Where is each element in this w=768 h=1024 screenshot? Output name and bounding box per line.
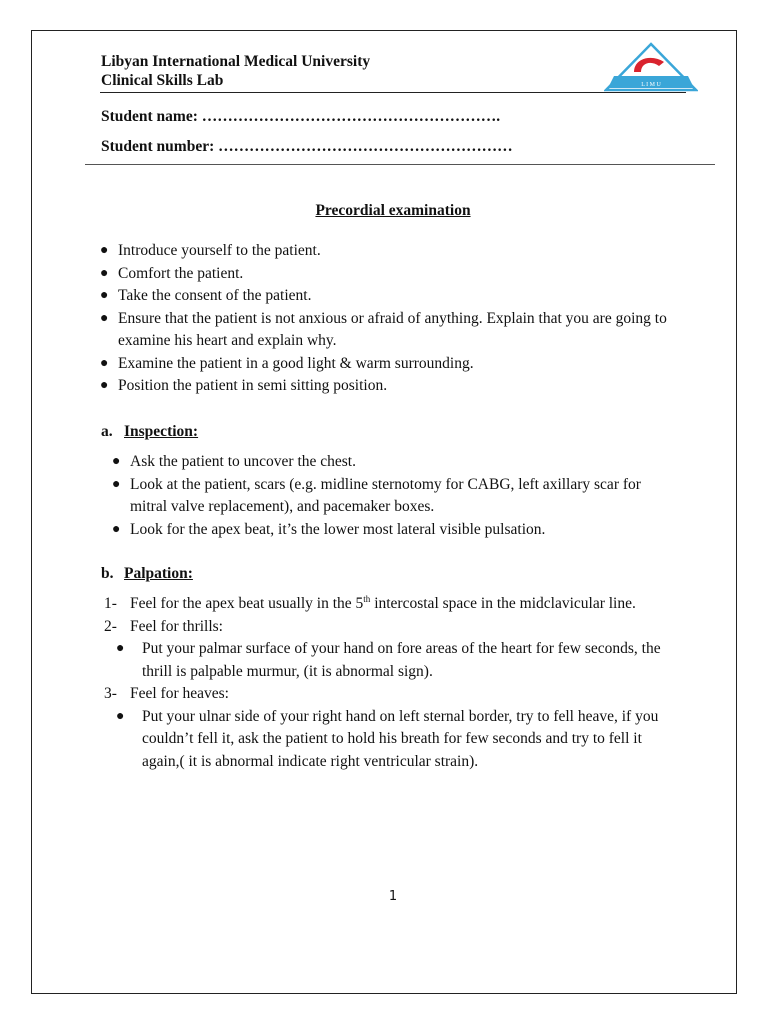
- list-item: ● Take the consent of the patient.: [118, 285, 678, 308]
- list-item: ● Look at the patient, scars (e.g. midline sternotomy for CABG, left axillary scar for mitral valve replacement), and pacemaker boxes.: [112, 475, 641, 515]
- bullet-icon: ●: [100, 288, 109, 303]
- bullet-icon: ●: [116, 708, 125, 724]
- palpation-steps: [104, 593, 704, 773]
- page-number: 1: [388, 889, 398, 904]
- university-name: Libyan International Medical University: [101, 53, 371, 70]
- bullet-icon: ●: [100, 310, 109, 326]
- header-rule: [100, 92, 686, 93]
- list-item: ● Ensure that the patient is not anxious or afraid of anything. Explain that you are going to examine his heart and explain why.: [100, 309, 667, 349]
- divider: [85, 164, 715, 165]
- bullet-icon: ●: [100, 243, 109, 258]
- bullet-icon: ●: [100, 265, 109, 281]
- list-item: ● Position the patient in semi sitting position.: [118, 375, 678, 398]
- inspection-list: [112, 451, 680, 541]
- list-item: ● Introduce yourself to the patient.: [118, 240, 678, 263]
- step-1: 1- Feel for the apex beat usually in the 5th intercostal space in the midclavicular line.: [104, 594, 636, 612]
- step-2-detail: ● Put your palmar surface of your hand on fore areas of the heart for few seconds, the thrill is palpable murmur, (it is abnormal sign).: [116, 640, 661, 680]
- step-3-detail: ● Put your ulnar side of your right hand on left sternal border, try to fell heave, if you couldn’t fell it, ask the patient to hold his breath for few seconds and try to fell it again,( it is abnormal indicate right ventricular strain).: [116, 707, 659, 770]
- bullet-icon: ●: [100, 378, 109, 393]
- bullet-icon: ●: [100, 355, 109, 371]
- bullet-icon: ●: [112, 476, 121, 492]
- intro-list: [100, 240, 678, 398]
- list-item: ● Look for the apex beat, it’s the lower most lateral visible pulsation.: [130, 519, 680, 542]
- lab-name: Clinical Skills Lab: [101, 72, 224, 89]
- student-name-line: Student name: ………………………………………………….: [101, 108, 501, 125]
- list-item: ● Examine the patient in a good light & warm surrounding.: [118, 353, 678, 376]
- step-3: 3- Feel for heaves:: [104, 685, 229, 702]
- logo-text: L I M U: [641, 82, 661, 88]
- student-number-line: Student number: …………………………………………………: [101, 138, 513, 155]
- limu-logo: [604, 42, 698, 94]
- document-title: Precordial examination: [315, 202, 471, 219]
- bullet-icon: ●: [116, 641, 125, 656]
- bullet-icon: ●: [112, 454, 121, 469]
- list-item: ● Comfort the patient.: [118, 263, 678, 286]
- step-2: 2- Feel for thrills:: [104, 617, 223, 635]
- bullet-icon: ●: [112, 521, 121, 537]
- palpation-heading: b. Palpation:: [101, 565, 193, 582]
- inspection-heading: a. Inspection:: [101, 423, 199, 440]
- list-item: ● Ask the patient to uncover the chest.: [130, 451, 680, 474]
